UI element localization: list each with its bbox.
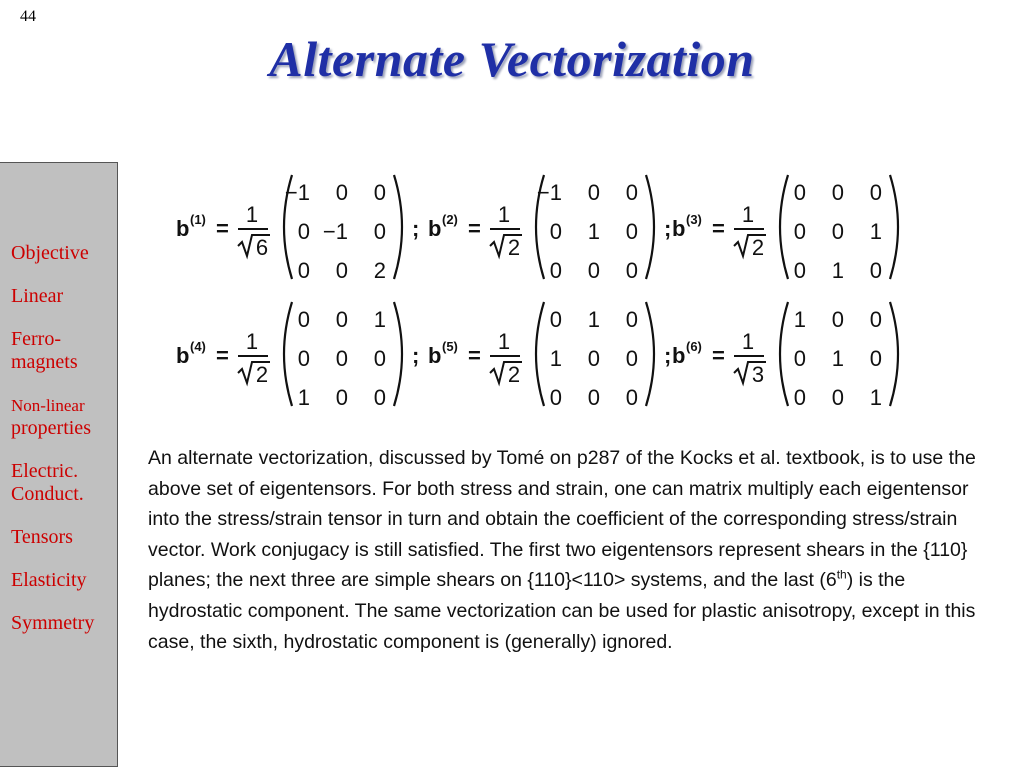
matrix-cell: 0 bbox=[625, 385, 638, 410]
matrix-cell: 0 bbox=[869, 258, 882, 283]
fraction-root-value: 2 bbox=[751, 235, 765, 260]
matrix-cell: 1 bbox=[549, 346, 562, 371]
matrix-cell: 0 bbox=[625, 346, 638, 371]
matrix-cell: 1 bbox=[373, 307, 386, 332]
matrix-cell: 0 bbox=[335, 307, 348, 332]
fraction-numerator: 1 bbox=[497, 202, 511, 227]
fraction-root-value: 6 bbox=[255, 235, 269, 260]
left-paren bbox=[284, 302, 292, 406]
matrix-cell: 0 bbox=[549, 307, 562, 332]
matrix-cell: 0 bbox=[831, 307, 844, 332]
equals-sign: = bbox=[468, 216, 481, 241]
matrix-cell: 0 bbox=[549, 385, 562, 410]
matrix-cell: 0 bbox=[297, 219, 310, 244]
matrix-cell: 0 bbox=[297, 258, 310, 283]
matrix-cell: 1 bbox=[587, 307, 600, 332]
equation-superscript: (6) bbox=[686, 339, 702, 354]
matrix-cell: 0 bbox=[335, 258, 348, 283]
matrix-cell: 0 bbox=[549, 219, 562, 244]
equation-label: b bbox=[176, 216, 190, 241]
matrix-cell: 0 bbox=[335, 180, 348, 205]
fraction-numerator: 1 bbox=[497, 329, 511, 354]
right-paren bbox=[394, 175, 402, 279]
separator: ; bbox=[412, 216, 420, 241]
matrix-cell: 0 bbox=[373, 346, 386, 371]
right-paren bbox=[890, 302, 898, 406]
equation-superscript: (2) bbox=[442, 212, 458, 227]
equation-label: b bbox=[672, 216, 686, 241]
matrix-cell: 0 bbox=[869, 180, 882, 205]
matrix-cell: 0 bbox=[793, 258, 806, 283]
nav-item-label: Conduct. bbox=[11, 483, 84, 505]
fraction-root-value: 2 bbox=[255, 362, 269, 387]
matrix-cell: 1 bbox=[869, 385, 882, 410]
matrix-cell: 0 bbox=[335, 346, 348, 371]
equation-label: b bbox=[672, 343, 686, 368]
equals-sign: = bbox=[468, 343, 481, 368]
fraction-numerator: 1 bbox=[741, 329, 755, 354]
nav-item-label: Linear bbox=[11, 285, 64, 307]
nav-item-label: magnets bbox=[11, 351, 78, 373]
body-superscript: th bbox=[836, 567, 847, 582]
matrix-cell: 1 bbox=[831, 346, 844, 371]
matrix-cell: 0 bbox=[831, 219, 844, 244]
matrix-cell: 1 bbox=[831, 258, 844, 283]
matrix-cell: −1 bbox=[322, 219, 348, 244]
right-paren bbox=[646, 302, 654, 406]
matrix-cell: 0 bbox=[297, 307, 310, 332]
matrix-cell: 0 bbox=[335, 385, 348, 410]
slide-number: 44 bbox=[20, 8, 36, 25]
matrix-cell: 0 bbox=[793, 180, 806, 205]
matrix-cell: 0 bbox=[373, 385, 386, 410]
separator: ; bbox=[664, 216, 672, 241]
matrix-cell: 0 bbox=[869, 346, 882, 371]
matrix-cell: 0 bbox=[625, 258, 638, 283]
nav-item-label: Tensors bbox=[11, 526, 73, 548]
equation-label: b bbox=[428, 216, 442, 241]
matrix-cell: 1 bbox=[869, 219, 882, 244]
equals-sign: = bbox=[712, 343, 725, 368]
equation-superscript: (3) bbox=[686, 212, 702, 227]
matrix-cell: 0 bbox=[831, 180, 844, 205]
matrix-cell: 0 bbox=[549, 258, 562, 283]
left-paren bbox=[780, 302, 788, 406]
nav-item-label: Electric. bbox=[11, 460, 79, 482]
matrix-cell: 0 bbox=[587, 346, 600, 371]
matrix-cell: 0 bbox=[587, 385, 600, 410]
nav-item-label: Ferro- bbox=[11, 328, 61, 350]
matrix-cell: −1 bbox=[284, 180, 310, 205]
matrix-cell: 0 bbox=[625, 219, 638, 244]
matrix-cell: 0 bbox=[793, 346, 806, 371]
body-text-part-1: An alternate vectorization, discussed by Tomé on p287 of the Kocks et al. textbook, is to use the above set of eigentensors. For both stress and strain, one can matrix multiply each eigentensor into the stress/strain tensor in turn and obtain the coefficient of the corresponding stress/strain vector. Work conjugacy is still satisfied. The first two eigentensors represent shears in the {110} planes; the next three are simple shears on {110}<110> systems, and the last (6 bbox=[148, 447, 976, 592]
right-paren bbox=[890, 175, 898, 279]
separator: ; bbox=[664, 343, 672, 368]
fraction-numerator: 1 bbox=[245, 329, 259, 354]
matrix-cell: 0 bbox=[625, 307, 638, 332]
left-paren bbox=[536, 302, 544, 406]
nav-item-label: Objective bbox=[11, 242, 89, 264]
matrix-cell: −1 bbox=[536, 180, 562, 205]
equals-sign: = bbox=[216, 216, 229, 241]
nav-item-label: Non-linear bbox=[11, 396, 85, 415]
equation-superscript: (4) bbox=[190, 339, 206, 354]
equation-b5 bbox=[428, 302, 671, 410]
matrix-cell: 1 bbox=[297, 385, 310, 410]
equation-superscript: (5) bbox=[442, 339, 458, 354]
equation-b6 bbox=[672, 302, 898, 410]
matrix-cell: 0 bbox=[373, 219, 386, 244]
equals-sign: = bbox=[216, 343, 229, 368]
equation-b4 bbox=[176, 302, 419, 410]
equation-b1 bbox=[176, 175, 419, 283]
matrix-cell: 0 bbox=[297, 346, 310, 371]
equation-label: b bbox=[428, 343, 442, 368]
equation-label: b bbox=[176, 343, 190, 368]
matrix-cell: 0 bbox=[869, 307, 882, 332]
right-paren bbox=[646, 175, 654, 279]
slide-title: Alternate Vectorization bbox=[269, 31, 755, 87]
equation-b3 bbox=[672, 175, 898, 283]
equation-b2 bbox=[428, 175, 671, 283]
fraction-numerator: 1 bbox=[245, 202, 259, 227]
equals-sign: = bbox=[712, 216, 725, 241]
matrix-cell: 0 bbox=[373, 180, 386, 205]
nav-item-label: Symmetry bbox=[11, 612, 95, 634]
left-paren bbox=[780, 175, 788, 279]
fraction-root-value: 3 bbox=[751, 362, 765, 387]
matrix-cell: 0 bbox=[587, 180, 600, 205]
matrix-cell: 1 bbox=[587, 219, 600, 244]
matrix-cell: 0 bbox=[587, 258, 600, 283]
fraction-numerator: 1 bbox=[741, 202, 755, 227]
matrix-cell: 0 bbox=[793, 385, 806, 410]
fraction-root-value: 2 bbox=[507, 235, 521, 260]
matrix-cell: 2 bbox=[373, 258, 386, 283]
separator: ; bbox=[412, 343, 420, 368]
right-paren bbox=[394, 302, 402, 406]
nav-item-label: properties bbox=[11, 417, 91, 439]
matrix-cell: 0 bbox=[831, 385, 844, 410]
nav-item-label: Elasticity bbox=[11, 569, 87, 591]
body-text-part-2: ) is the hydrostatic component. The same vectorization can be used for plastic anisotropy, except in this case, the sixth, hydrostatic component is (generally) ignored. bbox=[148, 569, 976, 653]
body-paragraph bbox=[148, 443, 978, 657]
matrix-cell: 1 bbox=[793, 307, 806, 332]
equation-superscript: (1) bbox=[190, 212, 206, 227]
fraction-root-value: 2 bbox=[507, 362, 521, 387]
matrix-cell: 0 bbox=[793, 219, 806, 244]
matrix-cell: 0 bbox=[625, 180, 638, 205]
